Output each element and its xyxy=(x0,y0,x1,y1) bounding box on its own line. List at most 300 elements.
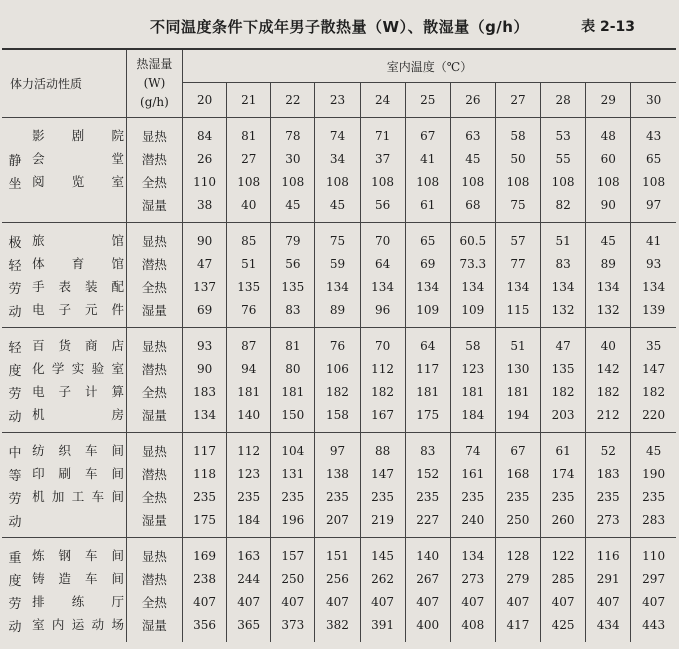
value-cell: 220 xyxy=(631,403,676,433)
value-cell: 97 xyxy=(631,193,676,223)
place-name: 排练厅 xyxy=(32,594,125,609)
value-cell: 41 xyxy=(405,147,450,170)
value-cell: 40 xyxy=(586,328,631,358)
value-cell: 219 xyxy=(360,508,405,538)
value-cell: 183 xyxy=(586,462,631,485)
value-cell: 53 xyxy=(541,118,586,148)
value-cell: 93 xyxy=(183,328,227,358)
value-cell: 142 xyxy=(586,357,631,380)
activity-header: 体力活动性质 xyxy=(10,77,83,91)
value-cell: 45 xyxy=(271,193,315,223)
value-cell: 175 xyxy=(405,403,450,433)
category-char: 坐 xyxy=(8,177,22,192)
place-name: 铸造车间 xyxy=(32,571,125,586)
category-char: 极 xyxy=(8,236,22,251)
value-cell: 61 xyxy=(405,193,450,223)
value-cell: 74 xyxy=(450,433,495,463)
category-char: 轻 xyxy=(8,259,22,274)
category-char: 重 xyxy=(8,551,22,566)
value-cell: 117 xyxy=(183,433,227,463)
value-cell: 182 xyxy=(631,380,676,403)
value-cell: 69 xyxy=(183,298,227,328)
value-cell: 181 xyxy=(227,380,271,403)
quantity-kind: 潜热 xyxy=(126,357,182,380)
place-name: 阅览室 xyxy=(32,174,125,189)
value-cell: 70 xyxy=(360,223,405,253)
value-cell: 110 xyxy=(631,538,676,568)
value-cell: 365 xyxy=(227,613,271,642)
value-cell: 110 xyxy=(183,170,227,193)
place-name: 印刷车间 xyxy=(32,466,125,481)
category-char: 劳 xyxy=(8,597,22,612)
value-cell: 48 xyxy=(586,118,631,148)
value-cell: 122 xyxy=(541,538,586,568)
value-cell: 407 xyxy=(586,590,631,613)
value-cell: 250 xyxy=(495,508,540,538)
value-cell: 382 xyxy=(315,613,360,642)
quantity-kind: 潜热 xyxy=(126,462,182,485)
value-cell: 26 xyxy=(183,147,227,170)
value-cell: 47 xyxy=(183,252,227,275)
value-cell: 60 xyxy=(586,147,631,170)
value-cell: 196 xyxy=(271,508,315,538)
place-name: 电子元件 xyxy=(32,302,125,317)
value-cell: 76 xyxy=(227,298,271,328)
value-cell: 37 xyxy=(360,147,405,170)
value-cell: 56 xyxy=(271,252,315,275)
value-cell: 131 xyxy=(271,462,315,485)
value-cell: 108 xyxy=(541,170,586,193)
value-cell: 83 xyxy=(405,433,450,463)
place-name: 机房 xyxy=(32,407,125,422)
activity-category xyxy=(2,328,28,433)
value-cell: 407 xyxy=(360,590,405,613)
value-cell: 108 xyxy=(450,170,495,193)
value-cell: 83 xyxy=(541,252,586,275)
place-name: 化学实验室 xyxy=(32,361,125,376)
value-cell: 75 xyxy=(315,223,360,253)
place-name: 会堂 xyxy=(32,151,125,166)
value-cell: 69 xyxy=(405,252,450,275)
value-cell: 135 xyxy=(541,357,586,380)
place-name: 影剧院 xyxy=(32,128,125,143)
value-cell: 108 xyxy=(315,170,360,193)
place-name: 纺织车间 xyxy=(32,443,125,458)
value-cell: 96 xyxy=(360,298,405,328)
value-cell: 89 xyxy=(315,298,360,328)
value-cell: 190 xyxy=(631,462,676,485)
place-name: 炼钢车间 xyxy=(32,548,125,563)
value-cell: 64 xyxy=(405,328,450,358)
value-cell: 59 xyxy=(315,252,360,275)
table-number: 表 2-13 xyxy=(581,19,635,35)
value-cell: 134 xyxy=(405,275,450,298)
value-cell: 128 xyxy=(495,538,540,568)
value-cell: 45 xyxy=(631,433,676,463)
table-row xyxy=(2,328,676,358)
value-cell: 235 xyxy=(495,485,540,508)
value-cell: 139 xyxy=(631,298,676,328)
value-cell: 108 xyxy=(586,170,631,193)
value-cell: 182 xyxy=(315,380,360,403)
category-char: 轻 xyxy=(8,341,22,356)
value-cell: 175 xyxy=(183,508,227,538)
value-cell: 407 xyxy=(271,590,315,613)
value-cell: 235 xyxy=(631,485,676,508)
value-cell: 169 xyxy=(183,538,227,568)
value-cell: 35 xyxy=(631,328,676,358)
value-cell: 181 xyxy=(405,380,450,403)
value-cell: 134 xyxy=(541,275,586,298)
value-cell: 108 xyxy=(405,170,450,193)
value-cell: 77 xyxy=(495,252,540,275)
value-cell: 356 xyxy=(183,613,227,642)
place-name: 室内运动场 xyxy=(32,617,125,632)
quantity-kind: 湿量 xyxy=(126,193,182,223)
value-cell: 118 xyxy=(183,462,227,485)
quantity-kind: 全热 xyxy=(126,275,182,298)
temp-col-header: 23 xyxy=(315,83,360,118)
value-cell: 373 xyxy=(271,613,315,642)
activity-category xyxy=(2,538,28,643)
value-cell: 123 xyxy=(227,462,271,485)
value-cell: 167 xyxy=(360,403,405,433)
activity-category xyxy=(2,223,28,328)
heat-moisture-table xyxy=(2,48,676,642)
value-cell: 273 xyxy=(586,508,631,538)
value-cell: 134 xyxy=(183,403,227,433)
value-cell: 84 xyxy=(183,118,227,148)
category-char: 劳 xyxy=(8,282,22,297)
value-cell: 163 xyxy=(227,538,271,568)
value-cell: 134 xyxy=(360,275,405,298)
value-cell: 76 xyxy=(315,328,360,358)
value-cell: 90 xyxy=(183,357,227,380)
value-cell: 235 xyxy=(227,485,271,508)
value-cell: 182 xyxy=(586,380,631,403)
value-cell: 43 xyxy=(631,118,676,148)
place-name: 手表装配 xyxy=(32,279,125,294)
value-cell: 181 xyxy=(450,380,495,403)
value-cell: 41 xyxy=(631,223,676,253)
value-cell: 112 xyxy=(227,433,271,463)
value-cell: 80 xyxy=(271,357,315,380)
value-cell: 417 xyxy=(495,613,540,642)
quantity-kind: 潜热 xyxy=(126,147,182,170)
value-cell: 244 xyxy=(227,567,271,590)
quantity-kind: 显热 xyxy=(126,433,182,463)
value-cell: 68 xyxy=(450,193,495,223)
value-cell: 407 xyxy=(631,590,676,613)
quantity-kind: 湿量 xyxy=(126,298,182,328)
quantity-kind: 显热 xyxy=(126,223,182,253)
category-char: 动 xyxy=(8,410,22,425)
value-cell: 391 xyxy=(360,613,405,642)
value-cell: 145 xyxy=(360,538,405,568)
quantity-kind: 潜热 xyxy=(126,567,182,590)
value-cell: 82 xyxy=(541,193,586,223)
value-cell: 79 xyxy=(271,223,315,253)
value-cell: 90 xyxy=(586,193,631,223)
value-cell: 123 xyxy=(450,357,495,380)
place-name: 旅馆 xyxy=(32,233,125,248)
value-cell: 184 xyxy=(227,508,271,538)
value-cell: 78 xyxy=(271,118,315,148)
value-cell: 40 xyxy=(227,193,271,223)
value-cell: 55 xyxy=(541,147,586,170)
unit-line: 热湿量 xyxy=(136,57,173,71)
value-cell: 250 xyxy=(271,567,315,590)
quantity-kind: 潜热 xyxy=(126,252,182,275)
value-cell: 85 xyxy=(227,223,271,253)
value-cell: 235 xyxy=(405,485,450,508)
value-cell: 240 xyxy=(450,508,495,538)
table-row xyxy=(2,538,676,568)
value-cell: 134 xyxy=(495,275,540,298)
value-cell: 57 xyxy=(495,223,540,253)
value-cell: 108 xyxy=(631,170,676,193)
value-cell: 104 xyxy=(271,433,315,463)
room-temp-header: 室内温度（℃） xyxy=(183,49,676,83)
value-cell: 58 xyxy=(495,118,540,148)
value-cell: 235 xyxy=(586,485,631,508)
value-cell: 181 xyxy=(495,380,540,403)
value-cell: 203 xyxy=(541,403,586,433)
value-cell: 132 xyxy=(541,298,586,328)
table-row xyxy=(2,433,676,463)
activity-places xyxy=(28,538,126,643)
value-cell: 235 xyxy=(360,485,405,508)
quantity-kind: 显热 xyxy=(126,538,182,568)
table-row xyxy=(2,118,676,148)
value-cell: 63 xyxy=(450,118,495,148)
temp-col-header: 25 xyxy=(405,83,450,118)
value-cell: 157 xyxy=(271,538,315,568)
table-title: 不同温度条件下成年男子散热量（W）、散湿量（g/h） xyxy=(150,18,529,36)
unit-header xyxy=(126,49,182,118)
value-cell: 285 xyxy=(541,567,586,590)
value-cell: 51 xyxy=(495,328,540,358)
value-cell: 97 xyxy=(315,433,360,463)
temp-col-header: 24 xyxy=(360,83,405,118)
value-cell: 134 xyxy=(315,275,360,298)
value-cell: 67 xyxy=(495,433,540,463)
category-char: 劳 xyxy=(8,387,22,402)
value-cell: 93 xyxy=(631,252,676,275)
value-cell: 407 xyxy=(183,590,227,613)
value-cell: 138 xyxy=(315,462,360,485)
value-cell: 45 xyxy=(315,193,360,223)
table-row xyxy=(2,223,676,253)
value-cell: 434 xyxy=(586,613,631,642)
value-cell: 65 xyxy=(631,147,676,170)
category-char: 劳 xyxy=(8,492,22,507)
unit-line: (W) xyxy=(143,76,166,90)
value-cell: 65 xyxy=(405,223,450,253)
value-cell: 227 xyxy=(405,508,450,538)
activity-places xyxy=(28,328,126,433)
value-cell: 407 xyxy=(541,590,586,613)
value-cell: 81 xyxy=(271,328,315,358)
category-char: 动 xyxy=(8,305,22,320)
quantity-kind: 湿量 xyxy=(126,403,182,433)
value-cell: 425 xyxy=(541,613,586,642)
value-cell: 297 xyxy=(631,567,676,590)
temp-col-header: 26 xyxy=(450,83,495,118)
category-char: 动 xyxy=(8,515,22,530)
value-cell: 140 xyxy=(405,538,450,568)
activity-places xyxy=(28,433,126,538)
value-cell: 152 xyxy=(405,462,450,485)
value-cell: 64 xyxy=(360,252,405,275)
value-cell: 45 xyxy=(586,223,631,253)
temp-col-header: 22 xyxy=(271,83,315,118)
temp-col-header: 28 xyxy=(541,83,586,118)
value-cell: 73.3 xyxy=(450,252,495,275)
category-char: 等 xyxy=(8,469,22,484)
temp-col-header: 20 xyxy=(183,83,227,118)
quantity-kind: 湿量 xyxy=(126,508,182,538)
value-cell: 182 xyxy=(541,380,586,403)
quantity-kind: 全热 xyxy=(126,380,182,403)
value-cell: 56 xyxy=(360,193,405,223)
value-cell: 256 xyxy=(315,567,360,590)
value-cell: 147 xyxy=(360,462,405,485)
value-cell: 207 xyxy=(315,508,360,538)
category-char: 度 xyxy=(8,574,22,589)
category-char: 动 xyxy=(8,620,22,635)
value-cell: 267 xyxy=(405,567,450,590)
value-cell: 235 xyxy=(450,485,495,508)
value-cell: 182 xyxy=(360,380,405,403)
place-name: 体育馆 xyxy=(32,256,125,271)
value-cell: 90 xyxy=(183,223,227,253)
value-cell: 260 xyxy=(541,508,586,538)
quantity-kind: 全热 xyxy=(126,170,182,193)
value-cell: 30 xyxy=(271,147,315,170)
value-cell: 140 xyxy=(227,403,271,433)
value-cell: 67 xyxy=(405,118,450,148)
value-cell: 174 xyxy=(541,462,586,485)
value-cell: 262 xyxy=(360,567,405,590)
value-cell: 235 xyxy=(271,485,315,508)
value-cell: 407 xyxy=(405,590,450,613)
value-cell: 61 xyxy=(541,433,586,463)
value-cell: 70 xyxy=(360,328,405,358)
value-cell: 238 xyxy=(183,567,227,590)
value-cell: 60.5 xyxy=(450,223,495,253)
value-cell: 147 xyxy=(631,357,676,380)
table-body xyxy=(2,118,676,643)
value-cell: 88 xyxy=(360,433,405,463)
value-cell: 34 xyxy=(315,147,360,170)
value-cell: 212 xyxy=(586,403,631,433)
value-cell: 235 xyxy=(183,485,227,508)
unit-line: (g/h) xyxy=(140,95,169,109)
value-cell: 116 xyxy=(586,538,631,568)
value-cell: 106 xyxy=(315,357,360,380)
value-cell: 158 xyxy=(315,403,360,433)
quantity-kind: 湿量 xyxy=(126,613,182,642)
value-cell: 47 xyxy=(541,328,586,358)
value-cell: 27 xyxy=(227,147,271,170)
value-cell: 115 xyxy=(495,298,540,328)
category-char: 度 xyxy=(8,364,22,379)
quantity-kind: 全热 xyxy=(126,590,182,613)
value-cell: 75 xyxy=(495,193,540,223)
activity-places xyxy=(28,223,126,328)
value-cell: 83 xyxy=(271,298,315,328)
value-cell: 168 xyxy=(495,462,540,485)
value-cell: 235 xyxy=(315,485,360,508)
temp-col-header: 21 xyxy=(227,83,271,118)
place-name: 百货商店 xyxy=(32,338,125,353)
value-cell: 94 xyxy=(227,357,271,380)
value-cell: 134 xyxy=(586,275,631,298)
value-cell: 108 xyxy=(360,170,405,193)
category-char: 中 xyxy=(8,446,22,461)
value-cell: 50 xyxy=(495,147,540,170)
value-cell: 408 xyxy=(450,613,495,642)
value-cell: 134 xyxy=(450,275,495,298)
value-cell: 51 xyxy=(227,252,271,275)
value-cell: 109 xyxy=(450,298,495,328)
value-cell: 134 xyxy=(450,538,495,568)
place-name: 机加工车间 xyxy=(32,489,125,504)
value-cell: 279 xyxy=(495,567,540,590)
place-name: 电子计算 xyxy=(32,384,125,399)
quantity-kind: 显热 xyxy=(126,328,182,358)
value-cell: 407 xyxy=(450,590,495,613)
value-cell: 183 xyxy=(183,380,227,403)
activity-category xyxy=(2,118,28,223)
value-cell: 443 xyxy=(631,613,676,642)
value-cell: 407 xyxy=(495,590,540,613)
value-cell: 235 xyxy=(541,485,586,508)
value-cell: 108 xyxy=(227,170,271,193)
value-cell: 117 xyxy=(405,357,450,380)
value-cell: 112 xyxy=(360,357,405,380)
value-cell: 130 xyxy=(495,357,540,380)
activity-category xyxy=(2,433,28,538)
value-cell: 283 xyxy=(631,508,676,538)
quantity-kind: 全热 xyxy=(126,485,182,508)
quantity-kind: 显热 xyxy=(126,118,182,148)
value-cell: 407 xyxy=(227,590,271,613)
value-cell: 108 xyxy=(271,170,315,193)
temp-col-header: 29 xyxy=(586,83,631,118)
value-cell: 291 xyxy=(586,567,631,590)
value-cell: 38 xyxy=(183,193,227,223)
value-cell: 135 xyxy=(271,275,315,298)
temp-col-header: 30 xyxy=(631,83,676,118)
value-cell: 45 xyxy=(450,147,495,170)
value-cell: 52 xyxy=(586,433,631,463)
value-cell: 71 xyxy=(360,118,405,148)
value-cell: 150 xyxy=(271,403,315,433)
value-cell: 181 xyxy=(271,380,315,403)
value-cell: 81 xyxy=(227,118,271,148)
value-cell: 87 xyxy=(227,328,271,358)
temp-col-header: 27 xyxy=(495,83,540,118)
value-cell: 89 xyxy=(586,252,631,275)
value-cell: 74 xyxy=(315,118,360,148)
value-cell: 109 xyxy=(405,298,450,328)
value-cell: 108 xyxy=(495,170,540,193)
value-cell: 151 xyxy=(315,538,360,568)
value-cell: 400 xyxy=(405,613,450,642)
value-cell: 58 xyxy=(450,328,495,358)
